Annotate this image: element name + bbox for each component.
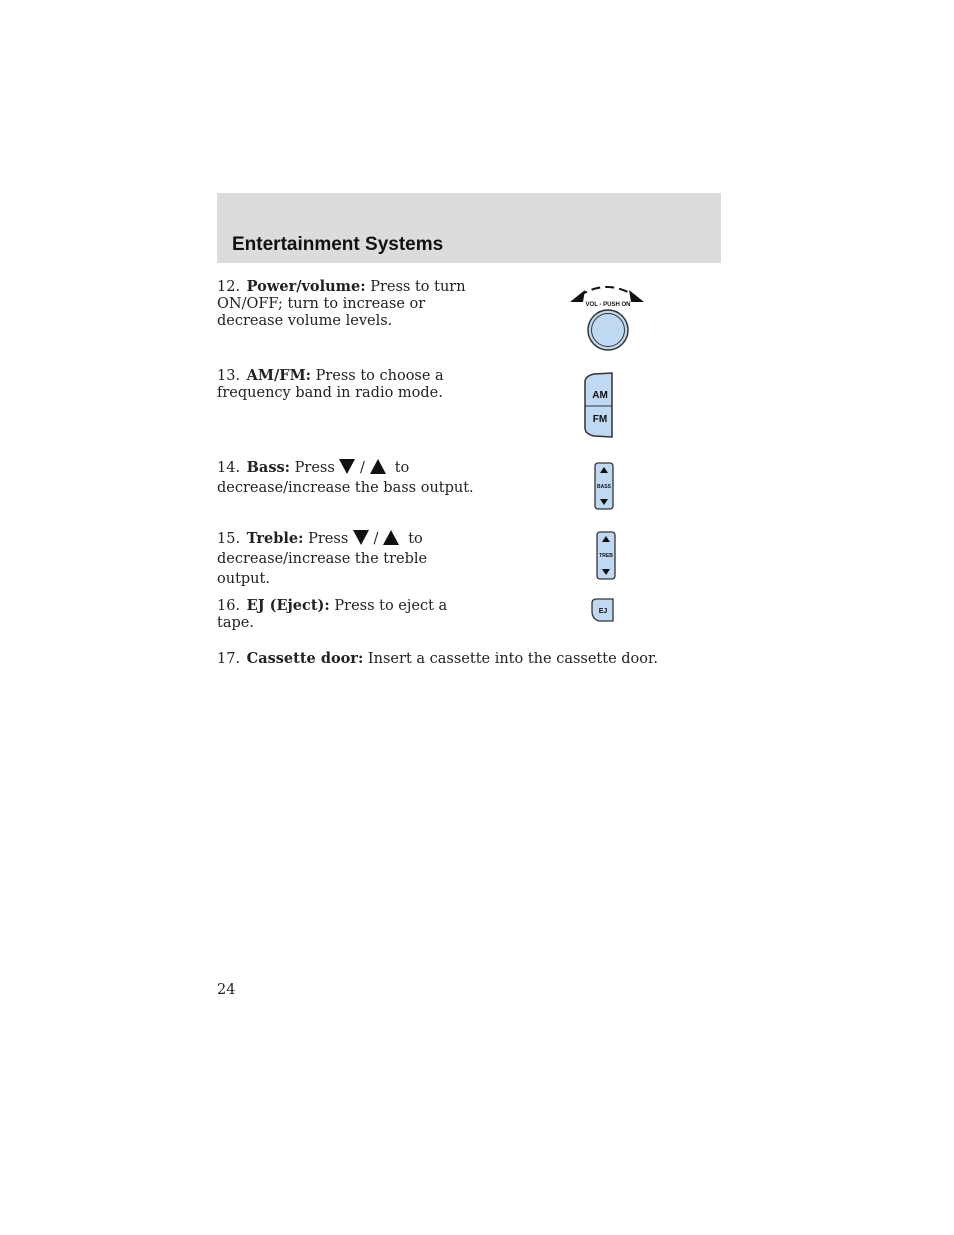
- item-eject: [217, 597, 457, 632]
- treble-label: TREB: [599, 553, 613, 559]
- item-press: Press: [308, 531, 349, 547]
- item-term: Bass:: [246, 459, 291, 476]
- treble-rocker-icon: [594, 531, 618, 580]
- section-header: [217, 193, 721, 263]
- volume-label: VOL - PUSH ON: [585, 302, 631, 308]
- item-to: to: [394, 460, 410, 476]
- item-term: Treble:: [246, 530, 304, 547]
- item-text: decrease/increase the bass output.: [217, 480, 474, 496]
- item-to: to: [408, 531, 423, 547]
- eject-button-icon: [589, 597, 616, 623]
- item-number: 12.: [217, 279, 241, 295]
- item-text: Press to choose a frequency band in radio mode.: [217, 368, 444, 401]
- am-label: AM: [592, 390, 608, 401]
- item-number: 14.: [217, 460, 241, 476]
- item-term: Cassette door:: [246, 650, 364, 667]
- item-separator: /: [360, 460, 365, 476]
- item-number: 17.: [217, 651, 241, 667]
- page-number: 24: [217, 982, 236, 998]
- item-number: 13.: [217, 368, 241, 384]
- down-triangle-icon: [339, 459, 355, 474]
- item-term: AM/FM:: [246, 367, 311, 384]
- item-term: Power/volume:: [246, 278, 366, 295]
- eject-label: EJ: [598, 608, 608, 615]
- section-title: Entertainment Systems: [232, 234, 444, 255]
- item-text: Press to turn ON/OFF; turn to increase or decrease volume levels.: [217, 279, 466, 329]
- item-treble: [217, 529, 477, 589]
- item-cassette-door: [217, 650, 697, 668]
- item-text: Insert a cassette into the cassette door.: [367, 651, 658, 667]
- item-press: Press: [294, 460, 335, 476]
- am-fm-button-icon: [582, 372, 616, 440]
- bass-label: BASS: [597, 484, 611, 490]
- volume-knob-icon: [565, 280, 649, 354]
- down-triangle-icon: [353, 530, 369, 545]
- item-separator: /: [373, 531, 379, 547]
- item-text: Press to eject a tape.: [217, 598, 448, 631]
- fm-label: FM: [592, 414, 608, 425]
- item-bass: [217, 458, 477, 498]
- item-power-volume: [217, 278, 477, 330]
- item-text: decrease/increase the treble output.: [217, 551, 428, 587]
- item-term: EJ (Eject):: [246, 597, 330, 614]
- up-triangle-icon: [383, 530, 399, 545]
- item-am-fm: [217, 367, 477, 402]
- item-number: 16.: [217, 598, 241, 614]
- item-number: 15.: [217, 531, 241, 547]
- bass-rocker-icon: [592, 462, 616, 510]
- up-triangle-icon: [370, 459, 386, 474]
